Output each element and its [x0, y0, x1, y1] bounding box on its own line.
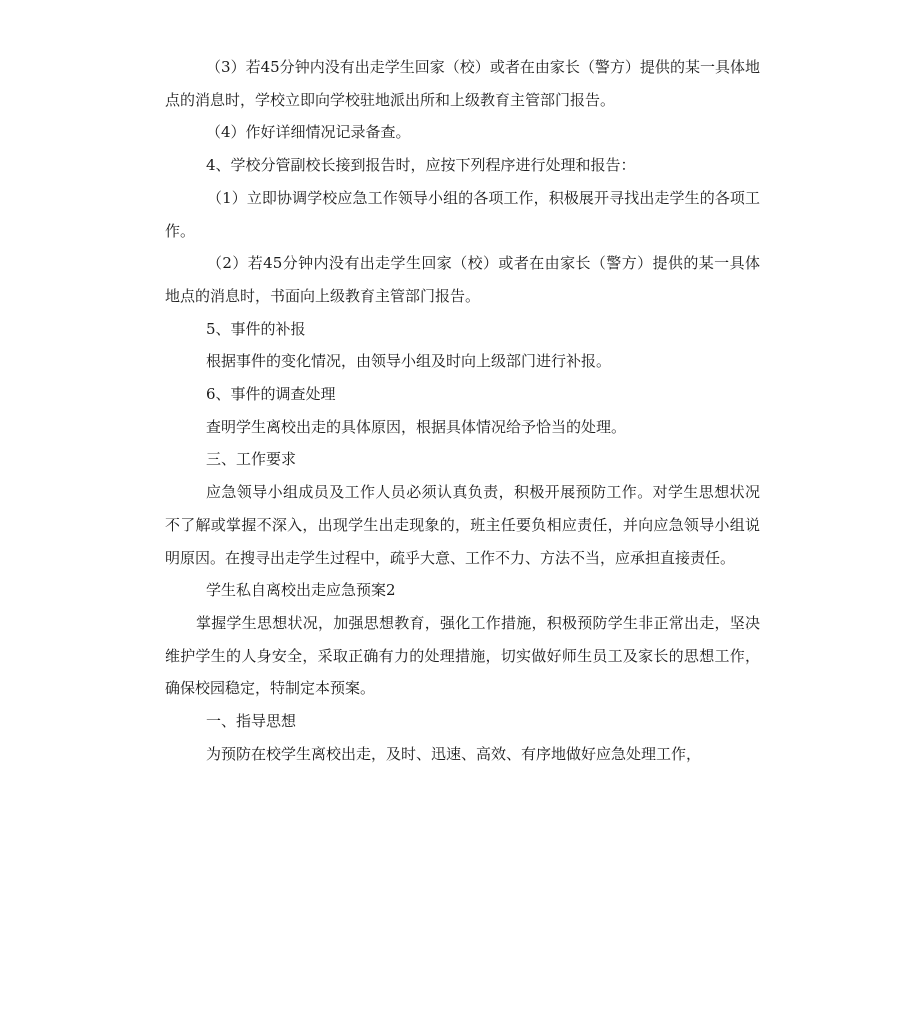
paragraph-item-1-coordinate: （1）立即协调学校应急工作领导小组的各项工作，积极展开寻找出走学生的各项工作。 — [165, 188, 760, 240]
paragraph-item-3-report-police: （3）若45分钟内没有出走学生回家（校）或者在由家长（警方）提供的某一具体地点的消息时，学校立即向学校驻地派出所和上级教育主管部门报告。 — [165, 58, 760, 109]
paragraph-plan-2-intro: 掌握学生思想状况，加强思想教育，强化工作措施，积极预防学生非正常出走，坚决维护学生的人身安全，采取正确有力的处理措施，切实做好师生员工及家长的思想工作，确保校园稳定，特制定本预案。 — [165, 613, 760, 698]
document-body — [165, 51, 760, 770]
paragraph-section-4-vice-principal: 4、学校分管副校长接到报告时，应按下列程序进行处理和报告： — [206, 156, 636, 175]
paragraph-guiding-ideology-heading: 一、指导思想 — [206, 712, 297, 731]
paragraph-section-6-heading: 6、事件的调查处理 — [206, 385, 336, 404]
paragraph-item-2-written-report: （2）若45分钟内没有出走学生回家（校）或者在由家长（警方）提供的某一具体地点的消息时，书面向上级教育主管部门报告。 — [165, 254, 760, 305]
paragraph-guiding-ideology-body: 为预防在校学生离校出走，及时、迅速、高效、有序地做好应急处理工作， — [206, 744, 702, 763]
paragraph-plan-2-title: 学生私自离校出走应急预案2 — [206, 581, 396, 600]
paragraph-section-5-body: 根据事件的变化情况，由领导小组及时向上级部门进行补报。 — [206, 352, 612, 371]
paragraph-section-5-heading: 5、事件的补报 — [206, 319, 306, 338]
paragraph-item-4-record: （4）作好详细情况记录备查。 — [206, 123, 411, 142]
paragraph-work-requirements: 应急领导小组成员及工作人员必须认真负责，积极开展预防工作。对学生思想状况不了解或掌握不深入，出现学生出走现象的，班主任要负相应责任，并向应急领导小组说明原因。在搜寻出走学生过程中，疏乎大意、工作不力、方法不当，应承担直接责任。 — [165, 483, 760, 567]
paragraph-section-3-heading: 三、工作要求 — [206, 450, 297, 469]
paragraph-section-6-body: 查明学生离校出走的具体原因，根据具体情况给予恰当的处理。 — [206, 417, 627, 436]
